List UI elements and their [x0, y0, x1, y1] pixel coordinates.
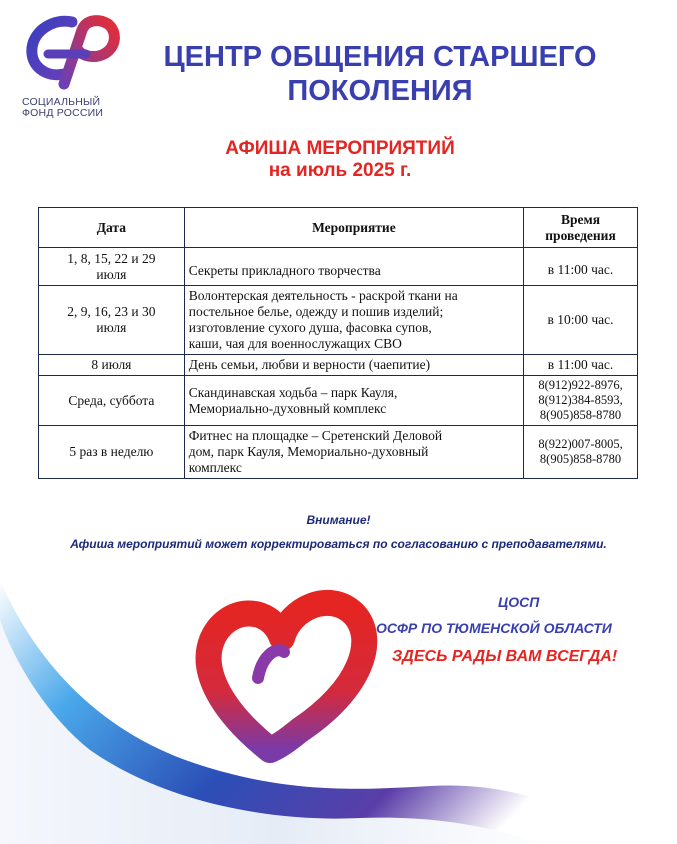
header-date: Дата	[39, 208, 185, 248]
row-event-line: постельное белье, одежду и пошив изделий;	[188, 304, 444, 319]
page-title-line2: ПОКОЛЕНИЯ	[287, 75, 473, 107]
header-event: Мероприятие	[184, 208, 523, 248]
header-time-line1: Время	[561, 212, 601, 227]
poster-title-line1: АФИША МЕРОПРИЯТИЙ	[225, 138, 455, 159]
row-event-line: Секреты прикладного творчества	[188, 262, 381, 278]
row-date	[39, 426, 185, 479]
notice-attention: Внимание!	[306, 513, 371, 527]
heart-inner-fold	[258, 650, 284, 678]
row-event-line: изготовление сухого душа, фасовка супов,	[188, 320, 432, 335]
table-row	[39, 376, 638, 426]
table-row	[39, 286, 638, 355]
row-event-line: каши, чая для военнослужащих СВО	[188, 336, 402, 351]
notice-text: Афиша мероприятий может корректироваться по согласованию с преподавателями.	[70, 537, 607, 551]
row-time	[524, 376, 638, 426]
table-header-row	[39, 208, 638, 248]
table-row	[39, 248, 638, 286]
row-date-line: 1, 8, 15, 22 и 29	[67, 250, 156, 266]
row-date	[39, 286, 185, 355]
poster-title-line2: на июль 2025 г.	[268, 160, 412, 181]
row-event	[184, 376, 523, 426]
heart-ribbon-decoration	[0, 560, 677, 844]
row-date	[39, 248, 185, 286]
row-event-line: Скандинавская ходьба – парк Кауля,	[188, 384, 398, 400]
table-row	[39, 426, 638, 479]
row-event-line: Волонтерская деятельность - раскрой ткани на	[188, 288, 458, 303]
row-time-line: в 11:00 час.	[547, 261, 614, 277]
row-phone: 8(905)858-8780	[539, 408, 622, 422]
row-event-line: Фитнес на площадке – Сретенский Деловой	[188, 428, 443, 443]
sfr-logo	[20, 14, 130, 124]
row-phone: 8(912)384-8593,	[538, 393, 623, 407]
events-table	[38, 207, 638, 479]
logo-text-line1: СОЦИАЛЬНЫЙ	[22, 96, 101, 108]
poster-title	[140, 138, 540, 182]
row-time	[524, 286, 638, 355]
logo-text-line2: ФОНД РОССИИ	[22, 107, 104, 119]
sfr-logo-icon	[24, 14, 120, 94]
signature-line3: ЗДЕСЬ РАДЫ ВАМ ВСЕГДА!	[392, 648, 618, 665]
row-time	[524, 426, 638, 479]
header-time-line2: проведения	[545, 228, 616, 243]
row-phone: 8(912)922-8976,	[538, 378, 623, 392]
row-time-line: в 11:00 час.	[547, 357, 614, 372]
row-date	[39, 355, 185, 376]
row-time	[524, 248, 638, 286]
row-date-line: июля	[96, 320, 127, 335]
heart-shape	[209, 603, 365, 750]
row-event-line: дом, парк Кауля, Мемориально-духовный	[188, 444, 429, 459]
row-date-line: 2, 9, 16, 23 и 30	[67, 304, 156, 319]
row-date-line: июля	[96, 266, 127, 282]
row-time-line: в 10:00 час.	[547, 312, 614, 327]
row-date-line: 5 раз в неделю	[69, 444, 154, 459]
signature-line2: ОСФР ПО ТЮМЕНСКОЙ ОБЛАСТИ	[376, 620, 612, 636]
row-event-line: День семьи, любви и верности (чаепитие)	[188, 357, 431, 372]
row-date	[39, 376, 185, 426]
table-row	[39, 355, 638, 376]
row-phone: 8(922)007-8005,	[538, 437, 623, 451]
row-date-line: 8 июля	[91, 357, 132, 372]
row-time	[524, 355, 638, 376]
row-date-line: Среда, суббота	[68, 392, 155, 408]
page-title	[130, 40, 630, 108]
page-title-line1: ЦЕНТР ОБЩЕНИЯ СТАРШЕГО	[163, 41, 597, 73]
row-event	[184, 426, 523, 479]
row-phone: 8(905)858-8780	[539, 452, 622, 466]
row-event-line: комплекс	[188, 460, 242, 475]
row-event-line: Мемориально-духовный комплекс	[188, 400, 387, 416]
row-event	[184, 355, 523, 376]
row-event	[184, 248, 523, 286]
signature-line1: ЦОСП	[498, 594, 540, 610]
header-time	[524, 208, 638, 248]
row-event	[184, 286, 523, 355]
